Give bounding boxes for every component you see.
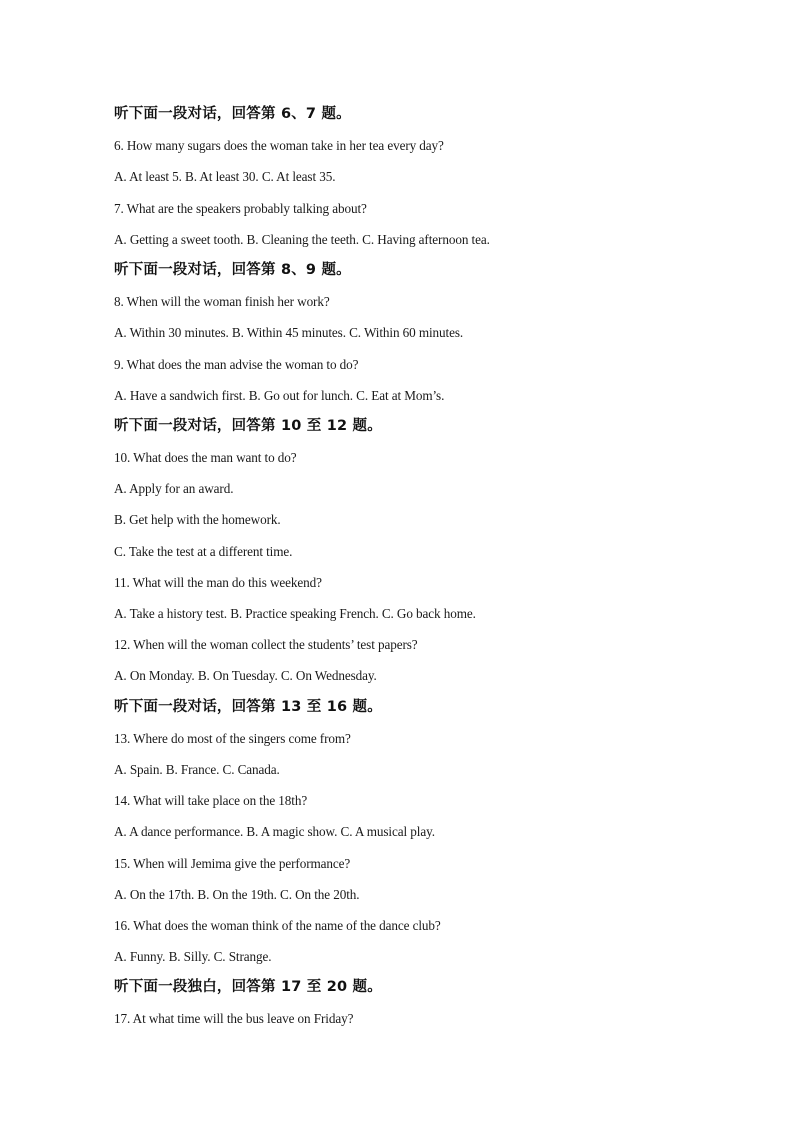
question-11: 11. What will the man do this weekend? — [114, 574, 322, 590]
options-13: A. Spain. B. France. C. Canada. — [114, 761, 280, 777]
question-7: 7. What are the speakers probably talking about? — [114, 200, 367, 216]
options-12: A. On Monday. B. On Tuesday. C. On Wednesday. — [114, 668, 377, 684]
question-13: 13. Where do most of the singers come from? — [114, 730, 351, 746]
option-10-a: A. Apply for an award. — [114, 481, 234, 497]
document-content — [114, 99, 714, 1035]
section-heading-8-9: 听下面一段对话，回答第 8、9 题。 — [114, 261, 351, 278]
option-10-b: B. Get help with the homework. — [114, 512, 281, 528]
question-12: 12. When will the woman collect the students’ test papers? — [114, 637, 418, 653]
options-6: A. At least 5. B. At least 30. C. At least 35. — [114, 169, 336, 185]
options-9: A. Have a sandwich first. B. Go out for lunch. C. Eat at Mom’s. — [114, 387, 445, 403]
section-heading-6-7: 听下面一段对话，回答第 6、7 题。 — [114, 106, 351, 122]
question-15: 15. When will Jemima give the performance? — [114, 855, 351, 871]
section-heading-10-12: 听下面一段对话，回答第 10 至 12 题。 — [114, 417, 382, 434]
question-16: 16. What does the woman think of the name of the dance club? — [114, 917, 441, 933]
question-14: 14. What will take place on the 18th? — [114, 793, 308, 809]
options-16: A. Funny. B. Silly. C. Strange. — [114, 949, 272, 965]
question-8: 8. When will the woman finish her work? — [114, 294, 330, 310]
question-10: 10. What does the man want to do? — [114, 450, 297, 466]
section-heading-13-16: 听下面一段对话，回答第 13 至 16 题。 — [114, 698, 382, 715]
question-17: 17. At what time will the bus leave on Friday? — [114, 1011, 354, 1027]
options-7: A. Getting a sweet tooth. B. Cleaning the teeth. C. Having afternoon tea. — [114, 231, 490, 247]
option-10-c: C. Take the test at a different time. — [114, 543, 293, 559]
options-11: A. Take a history test. B. Practice speaking French. C. Go back home. — [114, 606, 476, 621]
question-9: 9. What does the man advise the woman to do? — [114, 356, 359, 372]
section-heading-17-20: 听下面一段独白，回答第 17 至 20 题。 — [114, 979, 382, 996]
options-14: A. A dance performance. B. A magic show. C. A musical play. — [114, 824, 435, 840]
options-15: A. On the 17th. B. On the 19th. C. On the 20th. — [114, 886, 360, 902]
question-6: 6. How many sugars does the woman take in her tea every day? — [114, 138, 444, 154]
options-8: A. Within 30 minutes. B. Within 45 minutes. C. Within 60 minutes. — [114, 325, 464, 341]
